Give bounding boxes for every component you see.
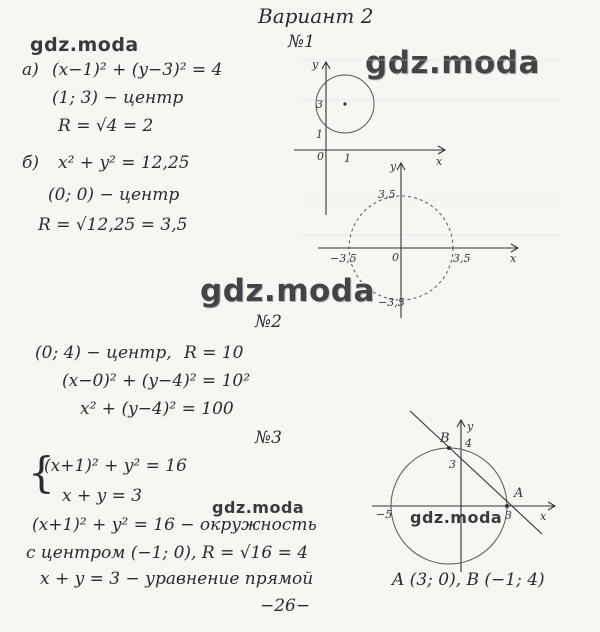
graph2-y-label: y	[390, 160, 397, 173]
task1-a-center: (1; 3) − центр	[52, 88, 184, 108]
graph1-x-label: x	[436, 155, 443, 168]
graph2-pos-label: 3,5	[453, 252, 471, 265]
graph2-neg-label: −3,5	[330, 252, 357, 265]
graph3-three-y-label: 3	[449, 458, 456, 471]
graph3-four-label: 4	[465, 437, 472, 450]
watermark-top-left: gdz.moda	[30, 34, 139, 56]
task1-a-radius: R = √4 = 2	[58, 116, 154, 136]
task1-a-equation: (x−1)² + (y−3)² = 4	[52, 60, 223, 80]
system-brace: {	[28, 448, 55, 497]
watermark-top-right: gdz.moda	[365, 45, 540, 81]
graph1-origin-label: 0	[317, 150, 324, 163]
graph2-top-label: 3,5	[378, 188, 396, 201]
task1-a-label: а)	[22, 60, 39, 80]
task1-number: №1	[288, 32, 315, 52]
background-grid	[300, 60, 560, 235]
graph3-b-label: B	[440, 431, 450, 446]
graph3-y-label: y	[467, 420, 474, 433]
task3-circle-line: (x+1)² + y² = 16 − окружность	[32, 515, 317, 535]
variant-title: Вариант 2	[258, 4, 374, 28]
task2-eq2: x² + (y−4)² = 100	[80, 399, 234, 419]
task3-answer: A (3; 0), B (−1; 4)	[392, 570, 545, 590]
graph1-one-y-label: 1	[316, 128, 323, 141]
task2-number: №2	[255, 312, 282, 332]
graph3	[372, 411, 555, 572]
graph3-three-x-label: 3	[505, 509, 512, 522]
graph3-a-label: A	[514, 486, 524, 501]
graph3-neg5-label: −5	[376, 508, 393, 521]
graph2-bot-label: −3,5	[378, 296, 405, 309]
graph2-origin-label: 0	[392, 251, 399, 264]
graph1-three-label: 3	[316, 98, 323, 111]
task1-b-center: (0; 0) − центр	[48, 185, 180, 205]
graph1-one-x-label: 1	[344, 152, 351, 165]
graph2-x-label: x	[510, 252, 517, 265]
task3-line-equation: x + y = 3 − уравнение прямой	[40, 569, 314, 589]
graph2	[318, 160, 518, 318]
task2-eq1: (x−0)² + (y−4)² = 10²	[62, 371, 251, 391]
watermark-middle: gdz.moda	[200, 273, 375, 309]
graph3-line	[410, 411, 542, 534]
graph3-point-b	[447, 446, 451, 450]
watermark-lower: gdz.moda	[212, 498, 305, 517]
task3-system-eq1: (x+1)² + y² = 16	[44, 456, 187, 476]
task3-center-line: с центром (−1; 0), R = √16 = 4	[26, 543, 309, 563]
task1-b-label: б)	[22, 153, 40, 173]
watermark-graph: gdz.moda	[410, 508, 503, 527]
task2-center: (0; 4) − центр,	[35, 343, 172, 363]
page-number: −26−	[260, 596, 311, 616]
graph3-x-label: x	[540, 510, 547, 523]
task3-number: №3	[255, 428, 282, 448]
task1-b-equation: x² + y² = 12,25	[58, 153, 190, 173]
task3-system-eq2: x + y = 3	[62, 486, 143, 506]
graph3-point-a	[505, 504, 509, 508]
graph1-y-label: y	[312, 58, 319, 71]
task2-radius: R = 10	[184, 343, 244, 363]
task1-b-radius: R = √12,25 = 3,5	[38, 215, 188, 235]
graph1-center-point	[343, 102, 346, 105]
graph1	[294, 58, 445, 215]
